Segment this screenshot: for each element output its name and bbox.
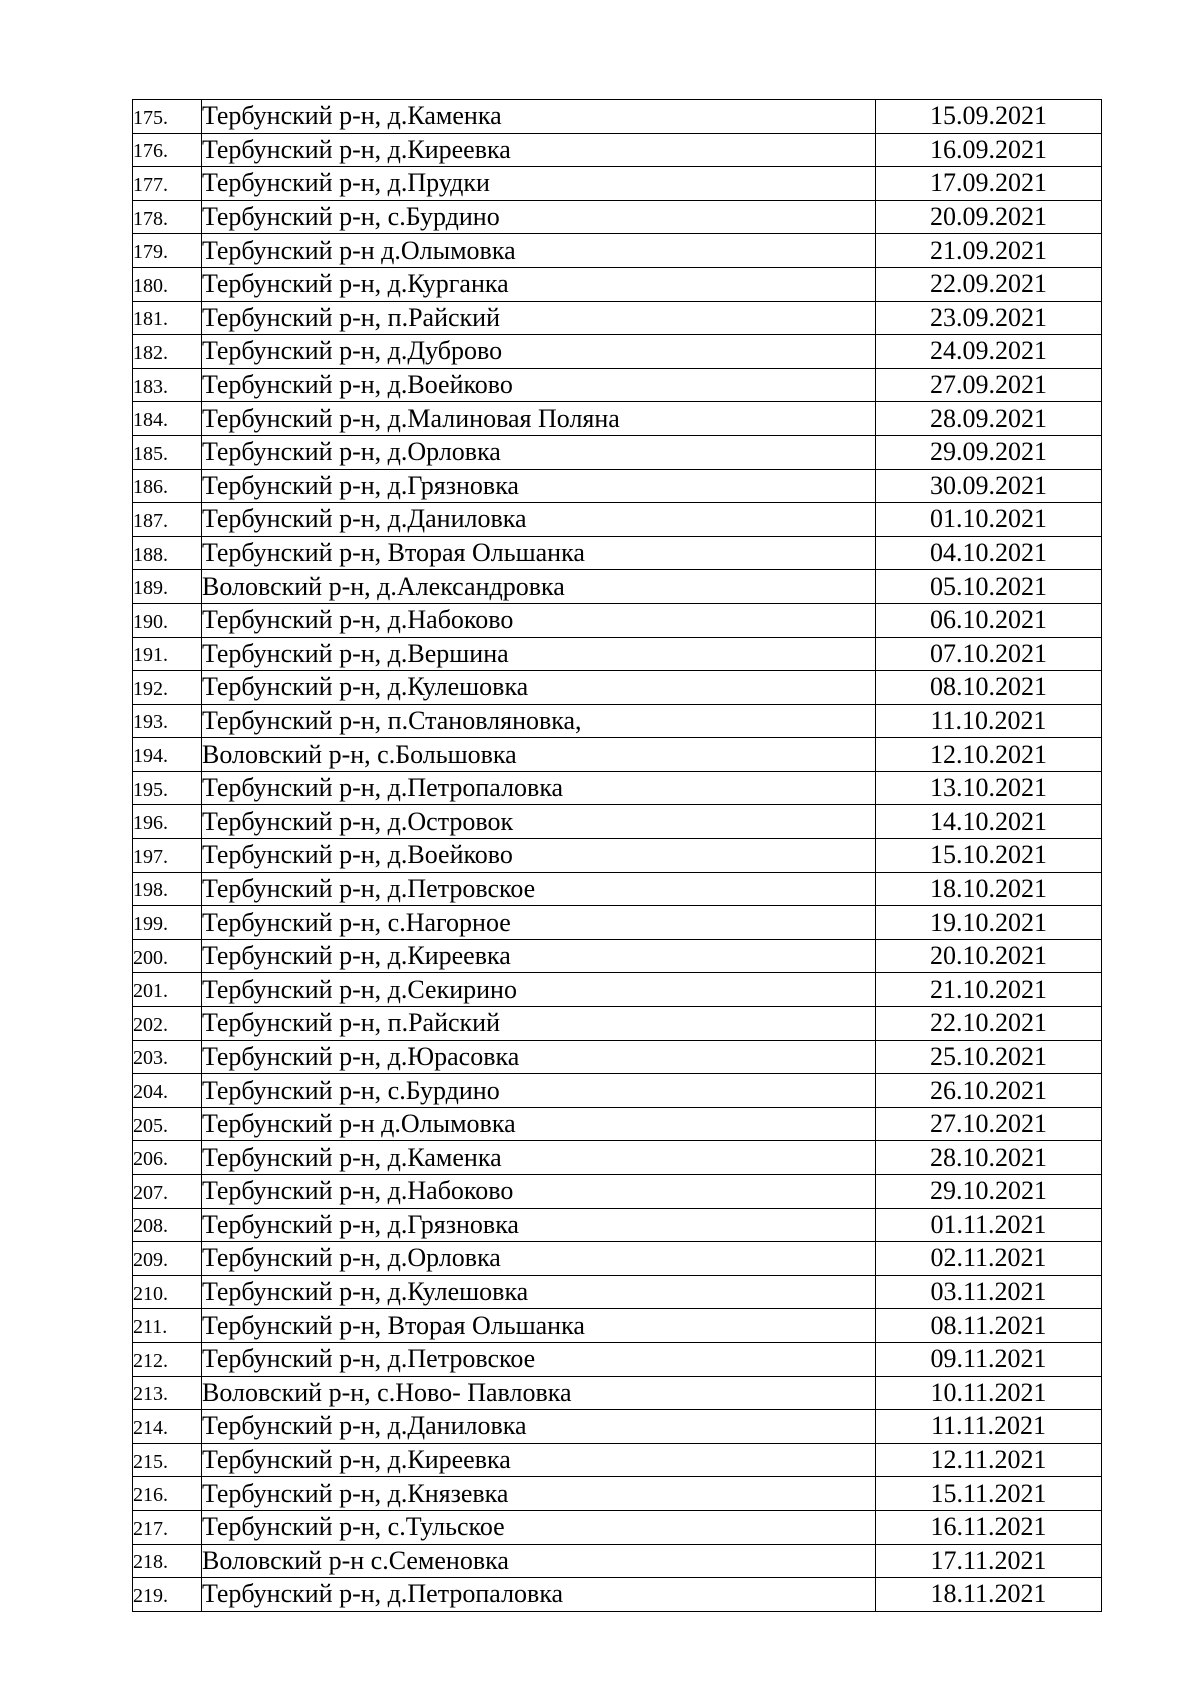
location-cell: Тербунский р-н, с.Нагорное <box>202 906 876 940</box>
table-row <box>133 133 1102 167</box>
row-number: 200. <box>133 946 168 969</box>
schedule-table-body <box>133 100 1102 1612</box>
table-row <box>133 435 1102 469</box>
row-number-cell <box>133 435 202 469</box>
location-cell: Тербунский р-н, с.Бурдино <box>202 1074 876 1108</box>
row-number: 214. <box>133 1416 168 1439</box>
table-row <box>133 1107 1102 1141</box>
date-cell: 30.09.2021 <box>876 469 1102 503</box>
row-number-cell <box>133 1443 202 1477</box>
row-number-cell <box>133 1275 202 1309</box>
row-number-cell <box>133 1376 202 1410</box>
row-number: 212. <box>133 1349 168 1372</box>
table-row <box>133 1410 1102 1444</box>
date-cell: 07.10.2021 <box>876 637 1102 671</box>
table-row <box>133 771 1102 805</box>
location-cell: Тербунский р-н, д.Воейково <box>202 839 876 873</box>
date-cell: 20.10.2021 <box>876 939 1102 973</box>
row-number-cell <box>133 1242 202 1276</box>
date-cell: 18.10.2021 <box>876 872 1102 906</box>
row-number-cell <box>133 839 202 873</box>
location-cell: Тербунский р-н, д.Петропаловка <box>202 1578 876 1612</box>
row-number: 180. <box>133 274 168 297</box>
table-row <box>133 738 1102 772</box>
location-cell: Тербунский р-н, д.Киреевка <box>202 133 876 167</box>
row-number-cell <box>133 805 202 839</box>
date-cell: 21.10.2021 <box>876 973 1102 1007</box>
location-cell: Тербунский р-н, д.Набоково <box>202 603 876 637</box>
date-cell: 20.09.2021 <box>876 200 1102 234</box>
date-cell: 02.11.2021 <box>876 1242 1102 1276</box>
date-cell: 29.10.2021 <box>876 1175 1102 1209</box>
date-cell: 29.09.2021 <box>876 435 1102 469</box>
date-cell: 15.10.2021 <box>876 839 1102 873</box>
row-number: 202. <box>133 1013 168 1036</box>
row-number-cell <box>133 637 202 671</box>
location-cell: Тербунский р-н, д.Даниловка <box>202 503 876 537</box>
row-number: 199. <box>133 913 168 936</box>
date-cell: 26.10.2021 <box>876 1074 1102 1108</box>
location-cell: Воловский р-н, д.Александровка <box>202 570 876 604</box>
row-number: 186. <box>133 476 168 499</box>
row-number: 203. <box>133 1047 168 1070</box>
location-cell: Тербунский р-н, д.Даниловка <box>202 1410 876 1444</box>
table-row <box>133 1342 1102 1376</box>
location-cell: Воловский р-н с.Семеновка <box>202 1544 876 1578</box>
date-cell: 15.09.2021 <box>876 100 1102 134</box>
table-row <box>133 1074 1102 1108</box>
row-number-cell <box>133 1342 202 1376</box>
table-row <box>133 906 1102 940</box>
location-cell: Тербунский р-н, д.Набоково <box>202 1175 876 1209</box>
date-cell: 16.11.2021 <box>876 1510 1102 1544</box>
row-number: 210. <box>133 1282 168 1305</box>
date-cell: 06.10.2021 <box>876 603 1102 637</box>
row-number: 179. <box>133 241 168 264</box>
table-row <box>133 805 1102 839</box>
date-cell: 14.10.2021 <box>876 805 1102 839</box>
table-row <box>133 335 1102 369</box>
table-row <box>133 939 1102 973</box>
location-cell: Тербунский р-н, д.Орловка <box>202 435 876 469</box>
row-number: 187. <box>133 509 168 532</box>
table-row <box>133 570 1102 604</box>
row-number-cell <box>133 100 202 134</box>
row-number: 219. <box>133 1584 168 1607</box>
location-cell: Тербунский р-н, д.Дуброво <box>202 335 876 369</box>
row-number-cell <box>133 335 202 369</box>
location-cell: Тербунский р-н, д.Прудки <box>202 167 876 201</box>
row-number: 211. <box>133 1316 168 1339</box>
row-number: 176. <box>133 140 168 163</box>
table-row <box>133 1242 1102 1276</box>
date-cell: 10.11.2021 <box>876 1376 1102 1410</box>
table-row <box>133 1443 1102 1477</box>
row-number-cell <box>133 402 202 436</box>
row-number-cell <box>133 200 202 234</box>
date-cell: 22.10.2021 <box>876 1007 1102 1041</box>
row-number: 192. <box>133 677 168 700</box>
table-row <box>133 469 1102 503</box>
table-row <box>133 234 1102 268</box>
location-cell: Тербунский р-н, д.Петровское <box>202 872 876 906</box>
row-number: 191. <box>133 644 168 667</box>
row-number-cell <box>133 1544 202 1578</box>
date-cell: 21.09.2021 <box>876 234 1102 268</box>
row-number-cell <box>133 1208 202 1242</box>
location-cell: Тербунский р-н д.Олымовка <box>202 1107 876 1141</box>
row-number: 193. <box>133 711 168 734</box>
row-number: 204. <box>133 1081 168 1104</box>
date-cell: 17.11.2021 <box>876 1544 1102 1578</box>
table-row <box>133 1477 1102 1511</box>
date-cell: 13.10.2021 <box>876 771 1102 805</box>
date-cell: 22.09.2021 <box>876 267 1102 301</box>
table-row <box>133 1175 1102 1209</box>
table-row <box>133 603 1102 637</box>
location-cell: Тербунский р-н, д.Кулешовка <box>202 1275 876 1309</box>
table-row <box>133 872 1102 906</box>
row-number-cell <box>133 671 202 705</box>
row-number-cell <box>133 939 202 973</box>
row-number-cell <box>133 1578 202 1612</box>
date-cell: 23.09.2021 <box>876 301 1102 335</box>
row-number-cell <box>133 704 202 738</box>
row-number: 175. <box>133 106 168 129</box>
location-cell: Тербунский р-н, д.Островок <box>202 805 876 839</box>
row-number: 194. <box>133 745 168 768</box>
row-number: 201. <box>133 980 168 1003</box>
row-number: 178. <box>133 207 168 230</box>
date-cell: 11.11.2021 <box>876 1410 1102 1444</box>
row-number-cell <box>133 1175 202 1209</box>
date-cell: 12.10.2021 <box>876 738 1102 772</box>
date-cell: 01.11.2021 <box>876 1208 1102 1242</box>
date-cell: 08.10.2021 <box>876 671 1102 705</box>
row-number: 198. <box>133 879 168 902</box>
row-number: 218. <box>133 1551 168 1574</box>
row-number-cell <box>133 603 202 637</box>
date-cell: 27.09.2021 <box>876 368 1102 402</box>
table-row <box>133 200 1102 234</box>
row-number: 190. <box>133 610 168 633</box>
table-row <box>133 1275 1102 1309</box>
location-cell: Тербунский р-н, д.Кулешовка <box>202 671 876 705</box>
date-cell: 24.09.2021 <box>876 335 1102 369</box>
table-row <box>133 671 1102 705</box>
table-row <box>133 1007 1102 1041</box>
row-number: 184. <box>133 409 168 432</box>
location-cell: Тербунский р-н, д.Курганка <box>202 267 876 301</box>
location-cell: Тербунский р-н, п.Становляновка, <box>202 704 876 738</box>
location-cell: Тербунский р-н, Вторая Ольшанка <box>202 536 876 570</box>
location-cell: Воловский р-н, с.Большовка <box>202 738 876 772</box>
schedule-table <box>132 99 1102 1612</box>
row-number-cell <box>133 906 202 940</box>
row-number-cell <box>133 469 202 503</box>
row-number-cell <box>133 1074 202 1108</box>
row-number: 188. <box>133 543 168 566</box>
row-number-cell <box>133 267 202 301</box>
row-number-cell <box>133 536 202 570</box>
row-number: 207. <box>133 1181 168 1204</box>
row-number-cell <box>133 167 202 201</box>
table-row <box>133 301 1102 335</box>
table-row <box>133 839 1102 873</box>
date-cell: 28.09.2021 <box>876 402 1102 436</box>
location-cell: Тербунский р-н, д.Орловка <box>202 1242 876 1276</box>
row-number-cell <box>133 771 202 805</box>
table-row <box>133 1141 1102 1175</box>
table-row <box>133 368 1102 402</box>
date-cell: 11.10.2021 <box>876 704 1102 738</box>
date-cell: 15.11.2021 <box>876 1477 1102 1511</box>
location-cell: Тербунский р-н д.Олымовка <box>202 234 876 268</box>
row-number-cell <box>133 1007 202 1041</box>
table-row <box>133 100 1102 134</box>
location-cell: Тербунский р-н, д.Петропаловка <box>202 771 876 805</box>
location-cell: Тербунский р-н, д.Грязновка <box>202 469 876 503</box>
date-cell: 19.10.2021 <box>876 906 1102 940</box>
row-number: 209. <box>133 1248 168 1271</box>
location-cell: Тербунский р-н, д.Князевка <box>202 1477 876 1511</box>
date-cell: 05.10.2021 <box>876 570 1102 604</box>
date-cell: 27.10.2021 <box>876 1107 1102 1141</box>
row-number: 208. <box>133 1215 168 1238</box>
row-number: 177. <box>133 173 168 196</box>
row-number: 189. <box>133 577 168 600</box>
table-row <box>133 637 1102 671</box>
date-cell: 03.11.2021 <box>876 1275 1102 1309</box>
row-number-cell <box>133 503 202 537</box>
date-cell: 01.10.2021 <box>876 503 1102 537</box>
location-cell: Тербунский р-н, п.Райский <box>202 1007 876 1041</box>
table-row <box>133 1510 1102 1544</box>
table-row <box>133 973 1102 1007</box>
table-row <box>133 503 1102 537</box>
date-cell: 28.10.2021 <box>876 1141 1102 1175</box>
table-row <box>133 1208 1102 1242</box>
date-cell: 08.11.2021 <box>876 1309 1102 1343</box>
date-cell: 04.10.2021 <box>876 536 1102 570</box>
row-number: 183. <box>133 375 168 398</box>
row-number: 215. <box>133 1450 168 1473</box>
location-cell: Тербунский р-н, д.Киреевка <box>202 1443 876 1477</box>
location-cell: Тербунский р-н, д.Вершина <box>202 637 876 671</box>
location-cell: Тербунский р-н, д.Воейково <box>202 368 876 402</box>
row-number-cell <box>133 1141 202 1175</box>
row-number-cell <box>133 872 202 906</box>
location-cell: Воловский р-н, с.Ново- Павловка <box>202 1376 876 1410</box>
table-row <box>133 1376 1102 1410</box>
location-cell: Тербунский р-н, д.Петровское <box>202 1342 876 1376</box>
row-number: 195. <box>133 778 168 801</box>
table-row <box>133 1040 1102 1074</box>
location-cell: Тербунский р-н, д.Киреевка <box>202 939 876 973</box>
row-number: 185. <box>133 442 168 465</box>
location-cell: Тербунский р-н, п.Райский <box>202 301 876 335</box>
row-number-cell <box>133 234 202 268</box>
row-number: 182. <box>133 341 168 364</box>
date-cell: 18.11.2021 <box>876 1578 1102 1612</box>
row-number-cell <box>133 1477 202 1511</box>
row-number: 196. <box>133 812 168 835</box>
date-cell: 16.09.2021 <box>876 133 1102 167</box>
location-cell: Тербунский р-н, Вторая Ольшанка <box>202 1309 876 1343</box>
row-number-cell <box>133 1410 202 1444</box>
row-number-cell <box>133 1040 202 1074</box>
row-number-cell <box>133 973 202 1007</box>
row-number: 181. <box>133 308 168 331</box>
row-number-cell <box>133 570 202 604</box>
date-cell: 09.11.2021 <box>876 1342 1102 1376</box>
row-number: 216. <box>133 1484 168 1507</box>
table-row <box>133 1309 1102 1343</box>
table-row <box>133 1544 1102 1578</box>
location-cell: Тербунский р-н, д.Юрасовка <box>202 1040 876 1074</box>
table-row <box>133 536 1102 570</box>
table-row <box>133 167 1102 201</box>
row-number-cell <box>133 133 202 167</box>
location-cell: Тербунский р-н, с.Тульское <box>202 1510 876 1544</box>
row-number-cell <box>133 368 202 402</box>
row-number: 205. <box>133 1114 168 1137</box>
row-number: 217. <box>133 1517 168 1540</box>
row-number-cell <box>133 1107 202 1141</box>
table-row <box>133 704 1102 738</box>
row-number-cell <box>133 301 202 335</box>
date-cell: 12.11.2021 <box>876 1443 1102 1477</box>
location-cell: Тербунский р-н, д.Грязновка <box>202 1208 876 1242</box>
row-number: 213. <box>133 1383 168 1406</box>
row-number-cell <box>133 738 202 772</box>
location-cell: Тербунский р-н, д.Секирино <box>202 973 876 1007</box>
row-number: 197. <box>133 845 168 868</box>
location-cell: Тербунский р-н, д.Каменка <box>202 100 876 134</box>
table-row <box>133 1578 1102 1612</box>
location-cell: Тербунский р-н, с.Бурдино <box>202 200 876 234</box>
row-number-cell <box>133 1510 202 1544</box>
location-cell: Тербунский р-н, д.Малиновая Поляна <box>202 402 876 436</box>
date-cell: 25.10.2021 <box>876 1040 1102 1074</box>
location-cell: Тербунский р-н, д.Каменка <box>202 1141 876 1175</box>
table-row <box>133 402 1102 436</box>
row-number: 206. <box>133 1148 168 1171</box>
table-row <box>133 267 1102 301</box>
row-number-cell <box>133 1309 202 1343</box>
date-cell: 17.09.2021 <box>876 167 1102 201</box>
